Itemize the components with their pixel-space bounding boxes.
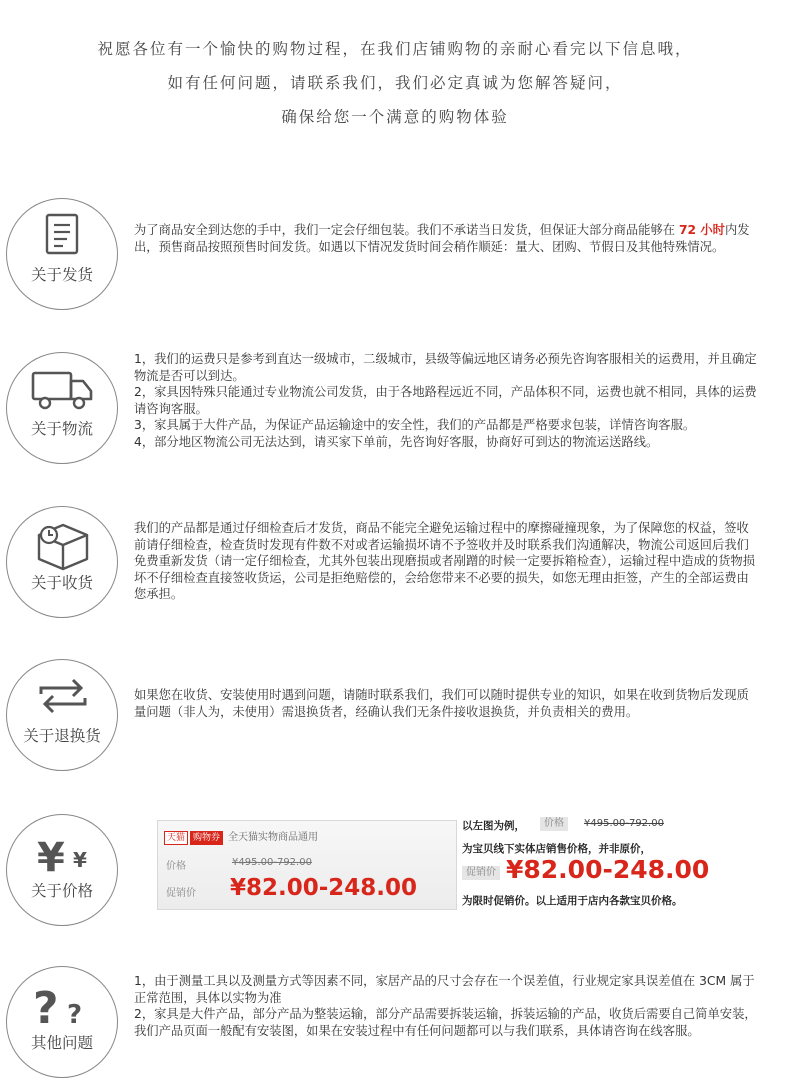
svg-text:¥: ¥ xyxy=(73,848,87,872)
banner-promo-price: ¥82.00-248.00 xyxy=(230,875,418,901)
shipping-circle xyxy=(6,198,118,310)
price-right-line4: 为限时促销价。以上适用于店内各款宝贝价格。 xyxy=(462,895,683,907)
other-label: 其他问题 xyxy=(30,1034,93,1052)
price-circle xyxy=(6,814,118,926)
intro-line-3: 确保给您一个满意的购物体验 xyxy=(281,108,509,126)
price-label: 关于价格 xyxy=(30,882,93,900)
intro-line-1: 祝愿各位有一个愉快的购物过程，在我们店铺购物的亲耐心看完以下信息哦， xyxy=(97,40,693,58)
yen-icon xyxy=(7,815,119,927)
banner-promo-label: 促销价 xyxy=(166,888,196,899)
receiving-paragraph: 我们的产品都是通过仔细检查后才发货，商品不能完全避免运输过程中的摩擦碰撞现象，为了保障您的权益，签收前请仔细检查，检查货时发现有件数不对或者运输损坏请不予签收并及时联系我们沟通解决，物流公司返回后我们免费重新发货（请一定仔细检查，尤其外包装出现磨损或者剐蹭的时候一定要拆箱检查），运输过程中造成的货物损坏不仔细检查直接签收货运，公司是拒绝赔偿的，会给您带来不必要的损失，如您无理由拒签，产生的全部运费由您承担。 xyxy=(134,521,755,601)
coupon-text: 全天猫实物商品通用 xyxy=(228,832,318,843)
price-right-promo-price: ¥82.00-248.00 xyxy=(506,855,710,884)
price-right-line2: 为宝贝线下实体店销售价格，并非原价， xyxy=(462,843,651,855)
price-example-text: 以左图为例， xyxy=(462,820,525,832)
shipping-text-a: 为了商品安全到达您的手中，我们一定会仔细包装。我们不承诺当日发货，但保证大部分商品能够在 xyxy=(134,223,679,237)
banner-price-label: 价格 xyxy=(166,861,186,872)
returns-label: 关于退换货 xyxy=(23,727,101,745)
logistics-item-2: 2，家具因特殊只能通过专业物流公司发货，由于各地路程远近不同，产品体积不同，运费也就不相同，具体的运费请咨询客服。 xyxy=(134,385,757,416)
tmall-tag: 天猫 xyxy=(164,831,188,845)
returns-paragraph: 如果您在收货、安装使用时遇到问题，请随时联系我们，我们可以随时提供专业的知识，如果在收到货物后发现质量问题（非人为，未使用）需退换货者，经确认我们无条件接收退换货，并负责相关的费用。 xyxy=(134,688,749,719)
logistics-item-1: 1，我们的运费只是参考到直达一级城市，二级城市，县级等偏远地区请务必预先咨询客服相关的运费用，并且确定物流是否可以到达。 xyxy=(134,352,757,383)
shipping-highlight: 72 小时 xyxy=(678,223,725,237)
banner-original-price: ¥495.00-792.00 xyxy=(232,857,312,868)
shipping-text-b: 内发出，预售商品按照预售时间发货。如遇以下情况发货时间会稍作顺延：量大、团购、节假日及其他特殊情况。 xyxy=(134,223,750,254)
returns-text xyxy=(134,687,760,720)
price-banner xyxy=(157,820,457,910)
intro-line-2: 如有任何问题，请联系我们，我们必定真诚为您解答疑问， xyxy=(167,74,623,92)
other-item-2: 2，家具是大件产品，部分产品为整装运输，部分产品需要拆装运输，拆装运输的产品，收货后需要自己简单安装，我们产品页面一般配有安装图，如果在安装过程中有任何问题都可以与我们联系，具体请咨询在线客服。 xyxy=(134,1007,757,1038)
logistics-label: 关于物流 xyxy=(30,420,93,438)
exchange-icon xyxy=(7,660,119,772)
intro-block xyxy=(0,32,790,134)
receiving-circle xyxy=(6,506,118,618)
other-circle xyxy=(6,966,118,1078)
coupon-tag: 购物券 xyxy=(190,831,223,845)
price-right-label: 价格 xyxy=(540,817,568,831)
other-text xyxy=(134,973,760,1039)
shipping-text xyxy=(134,222,760,255)
question-icon xyxy=(7,967,119,1079)
svg-text:?: ? xyxy=(33,983,59,1034)
other-item-1: 1，由于测量工具以及测量方式等因素不同，家居产品的尺寸会存在一个误差值，行业规定家具误差值在 3CM 属于正常范围，具体以实物为准 xyxy=(134,974,755,1005)
receiving-label: 关于收货 xyxy=(30,574,93,592)
price-right-original: ¥495.00-792.00 xyxy=(584,818,664,829)
returns-circle xyxy=(6,659,118,771)
truck-icon xyxy=(7,353,119,465)
price-right-promo-label: 促销价 xyxy=(462,866,500,880)
logistics-item-3: 3，家具属于大件产品，为保证产品运输途中的安全性，我们的产品都是严格要求包装，详情咨询客服。 xyxy=(134,418,696,432)
svg-text:¥: ¥ xyxy=(37,835,65,881)
shipping-label: 关于发货 xyxy=(30,266,93,284)
svg-text:?: ? xyxy=(67,1000,83,1030)
document-icon xyxy=(7,199,119,311)
logistics-circle xyxy=(6,352,118,464)
box-clock-icon xyxy=(7,507,119,619)
logistics-item-4: 4，部分地区物流公司无法达到，请买家下单前，先咨询好客服，协商好可到达的物流运送路线。 xyxy=(134,434,659,449)
logistics-text xyxy=(134,351,760,450)
receiving-text xyxy=(134,520,760,603)
